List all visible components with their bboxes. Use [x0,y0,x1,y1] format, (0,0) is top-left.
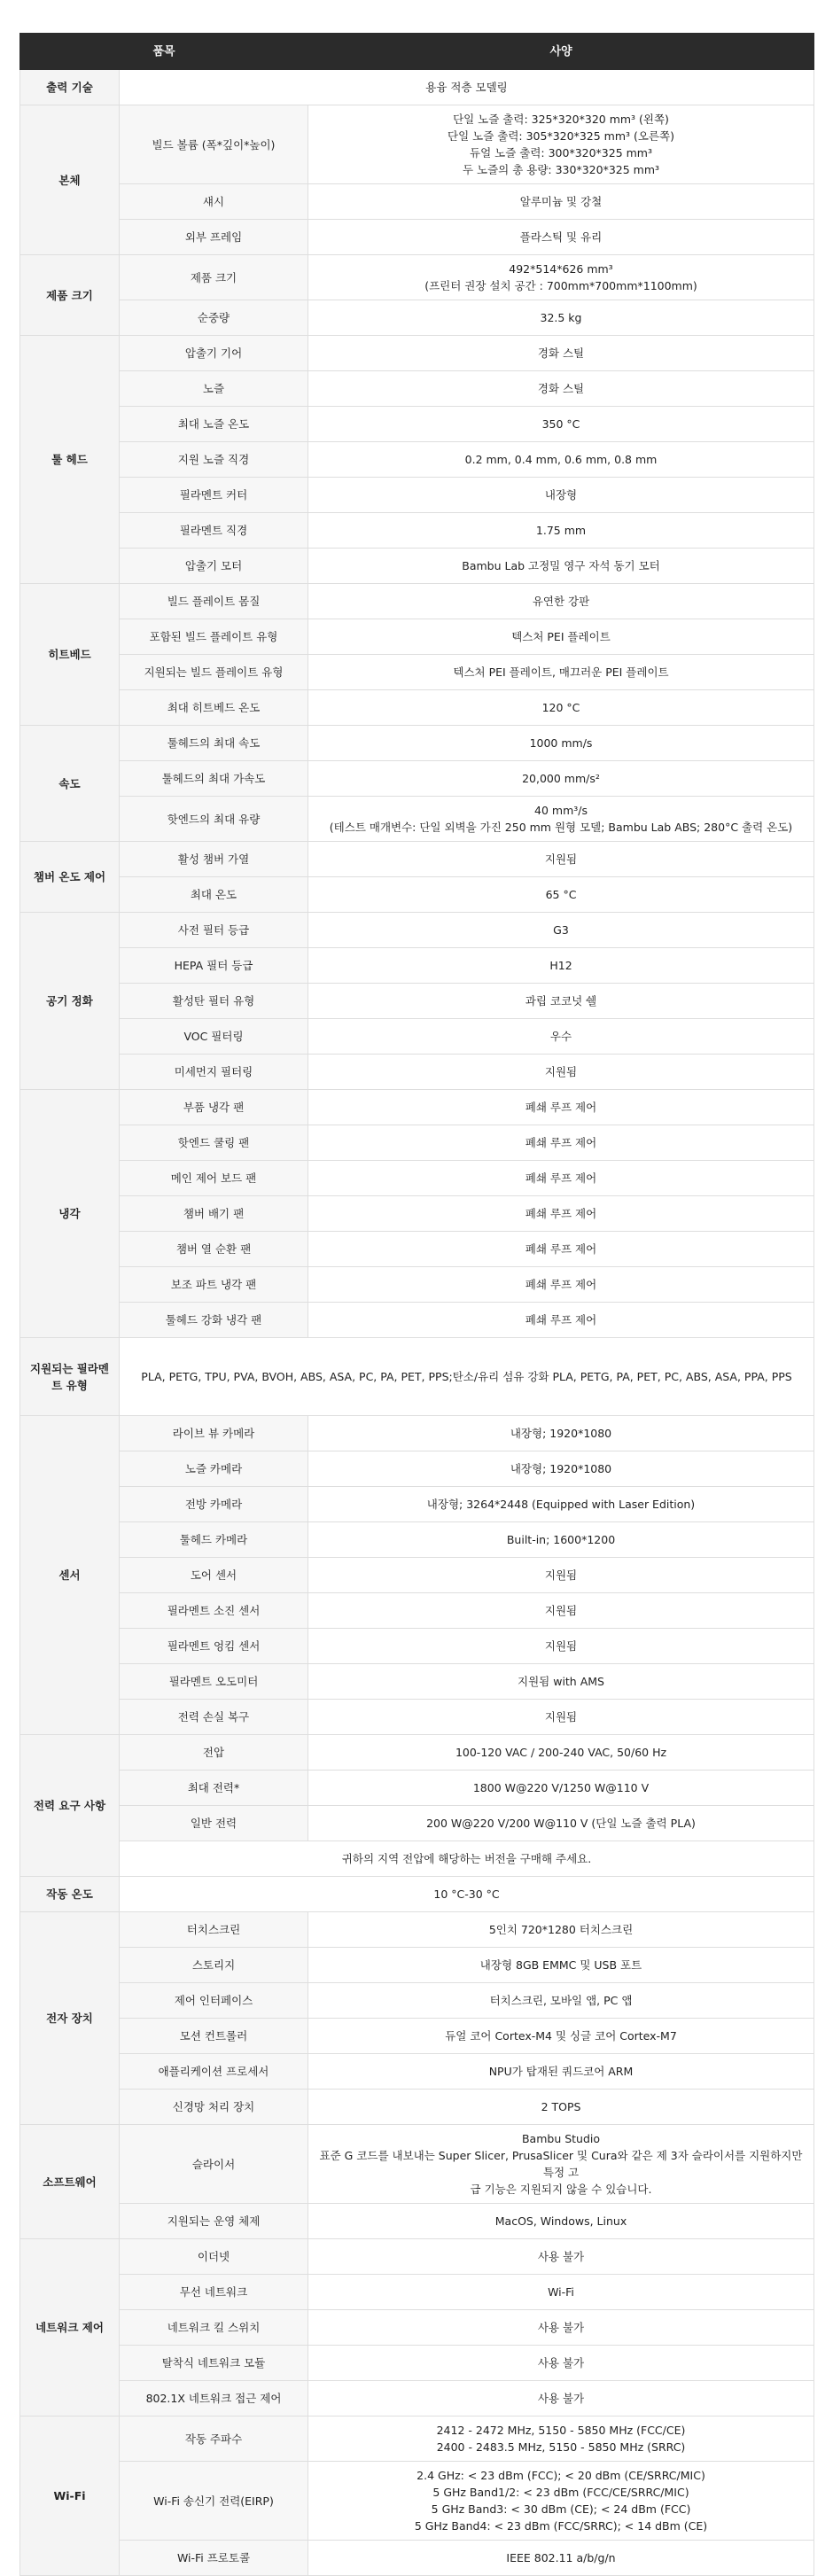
table-row [20,1983,814,2019]
spec-value-line: 텍스처 PEI 플레이트, 매끄러운 PEI 플레이트 [453,665,669,679]
spec-value [308,2054,814,2090]
table-row [20,948,814,984]
spec-value-line: 내장형; 1920*1080 [510,1427,612,1440]
spec-value-line: 듀얼 노즐 출력: 300*320*325 mm³ [470,146,652,160]
table-row [20,984,814,1019]
spec-value-line: 사용 불가 [537,2392,585,2405]
spec-value [308,1125,814,1161]
spec-value-line: 터치스크린, 모바일 앱, PC 앱 [489,1994,633,2007]
spec-label: 지원되는 운영 체제 [120,2204,308,2239]
spec-value-line: 우수 [549,1030,572,1043]
table-row [20,442,814,478]
table-row [20,1877,814,1912]
table-row [20,184,814,220]
spec-value [308,2310,814,2346]
spec-value [308,407,814,442]
spec-value [308,913,814,948]
spec-value-line: 사용 불가 [537,2321,585,2334]
spec-value-line: 듀얼 코어 Cortex-M4 및 싱글 코어 Cortex-M7 [445,2029,677,2043]
spec-value [308,797,814,842]
table-row [20,2090,814,2125]
spec-label: 활성 챔버 가열 [120,842,308,877]
spec-value [308,619,814,655]
spec-value [308,1948,814,1983]
spec-label: 탈착식 네트워크 모듈 [120,2346,308,2381]
spec-label: 필라멘트 엉킴 센서 [120,1629,308,1664]
spec-label: 압출기 모터 [120,549,308,584]
table-row [20,690,814,726]
spec-label: 최대 히트베드 온도 [120,690,308,726]
table-row [20,2239,814,2275]
spec-value [308,2462,814,2541]
spec-value [308,1196,814,1232]
spec-label: 툴헤드의 최대 가속도 [120,761,308,797]
spec-label: VOC 필터링 [120,1019,308,1055]
spec-value-line: 2400 - 2483.5 MHz, 5150 - 5850 MHz (SRRC) [436,2440,686,2454]
spec-value [308,1522,814,1558]
spec-value-line: 표준 G 코드를 내보내는 Super Slicer, PrusaSlicer 및 Cura와 같은 제 3자 슬라이서를 지원하지만 특정 고 [319,2149,803,2179]
spec-value-line: 알루미늄 및 강철 [519,195,603,208]
table-row [20,2125,814,2204]
spec-label: 툴헤드 카메라 [120,1522,308,1558]
spec-label: 사전 필터 등급 [120,913,308,948]
spec-value-line: 내장형; 3264*2448 (Equipped with Laser Edition) [426,1498,696,1511]
spec-value [308,442,814,478]
table-row [20,1090,814,1125]
spec-label: 빌드 볼륨 (폭*깊이*높이) [120,105,308,184]
spec-value [308,1664,814,1700]
spec-label: 미세먼지 필터링 [120,1055,308,1090]
spec-value-line: MacOS, Windows, Linux [494,2214,627,2228]
spec-value-line: 100-120 VAC / 200-240 VAC, 50/60 Hz [455,1746,667,1759]
spec-label: 네트워크 킬 스위치 [120,2310,308,2346]
spec-value [308,984,814,1019]
spec-value-line: 지원됨 [544,852,578,866]
spec-value-line: 폐쇄 루프 제어 [525,1242,597,1256]
table-row [20,105,814,184]
spec-value [308,584,814,619]
spec-label: 부품 냉각 팬 [120,1090,308,1125]
spec-label: 필라멘트 오도미터 [120,1664,308,1700]
table-row [20,797,814,842]
spec-value-line: G3 [553,923,569,937]
spec-value [308,1232,814,1267]
spec-value-line: 지원됨 [544,1639,578,1653]
spec-label: Wi-Fi 프로토콜 [120,2541,308,2576]
spec-value [308,1416,814,1451]
spec-value-line: 플라스틱 및 유리 [519,230,603,244]
spec-value-line: Bambu Studio [521,2132,601,2145]
spec-value [308,2239,814,2275]
category-cell: 챔버 온도 제어 [20,842,120,913]
spec-value-line: (테스트 매개변수: 단일 외벽을 가진 250 mm 원형 모델; Bambu Lab ABS; 280°C 출력 온도) [329,821,793,834]
spec-label: 압출기 기어 [120,336,308,371]
spec-value [308,255,814,300]
spec-value [308,105,814,184]
spec-label: 최대 노즐 온도 [120,407,308,442]
spec-value-line: 폐쇄 루프 제어 [525,1313,597,1327]
spec-label: 지원 노즐 직경 [120,442,308,478]
spec-label: 작동 주파수 [120,2416,308,2462]
spec-value-line: Built-in; 1600*1200 [506,1533,616,1546]
spec-label: 802.1X 네트워크 접근 제어 [120,2381,308,2416]
table-row [20,2462,814,2541]
category-cell: 히트베드 [20,584,120,726]
spec-label: 툴헤드의 최대 속도 [120,726,308,761]
spec-value-line: 두 노즐의 총 용량: 330*320*325 mm³ [462,163,660,176]
table-row [20,913,814,948]
spec-value-line: 2.4 GHz: < 23 dBm (FCC); < 20 dBm (CE/SRRC/MIC) [416,2469,705,2482]
spec-label: 챔버 배기 팬 [120,1196,308,1232]
spec-value [308,2019,814,2054]
spec-label: 라이브 뷰 카메라 [120,1416,308,1451]
table-row [20,2541,814,2576]
table-row [20,1593,814,1629]
spec-value-line: 급 기능은 지원되지 않을 수 있습니다. [470,2183,652,2196]
table-row [20,2416,814,2462]
spec-label: 필라멘트 소진 센서 [120,1593,308,1629]
category-cell: 센서 [20,1416,120,1735]
spec-value [308,2346,814,2381]
spec-label: 일반 전력 [120,1806,308,1841]
spec-label: 필라멘트 커터 [120,478,308,513]
table-row [20,1629,814,1664]
spec-label: 제품 크기 [120,255,308,300]
category-cell: 출력 기술 [20,70,120,105]
table-row [20,1338,814,1416]
spec-value-line: 1800 W@220 V/1250 W@110 V [472,1781,650,1794]
spec-value-line: 사용 불가 [537,2356,585,2370]
spec-value [308,1161,814,1196]
spec-value-line: 유연한 강판 [532,595,590,608]
table-row [20,1487,814,1522]
spec-value [308,1983,814,2019]
spec-value [308,1558,814,1593]
spec-value-line: 단일 노즐 출력: 325*320*320 mm³ (왼쪽) [453,113,669,126]
spec-label: 모션 컨트롤러 [120,2019,308,2054]
spec-value-line: 지원됨 [544,1065,578,1078]
spec-label: Wi-Fi 송신기 전력(EIRP) [120,2462,308,2541]
spec-value-line: 0.2 mm, 0.4 mm, 0.6 mm, 0.8 mm [464,453,658,466]
spec-value-line: 폐쇄 루프 제어 [525,1278,597,1291]
table-row [20,1700,814,1735]
category-cell: Wi-Fi [20,2416,120,2576]
spec-label: 외부 프레임 [120,220,308,255]
spec-label: 포함된 빌드 플레이트 유형 [120,619,308,655]
spec-value-line: Wi-Fi [548,2285,574,2299]
spec-label: 스토리지 [120,1948,308,1983]
spec-value [308,549,814,584]
spec-value-line: 1000 mm/s [529,736,593,750]
spec-value [308,842,814,877]
table-row [20,726,814,761]
spec-full-value: PLA, PETG, TPU, PVA, BVOH, ABS, ASA, PC, PA, PET, PPS;탄소/유리 섬유 강화 PLA, PETG, PA, PET, PC, ABS, ASA, PPA, PPS [120,1338,814,1416]
spec-value [308,2416,814,2462]
spec-label: 섀시 [120,184,308,220]
spec-label: 챔버 열 순환 팬 [120,1232,308,1267]
spec-label: 이더넷 [120,2239,308,2275]
table-row [20,1522,814,1558]
table-row [20,1806,814,1841]
spec-label: 슬라이서 [120,2125,308,2204]
spec-value-line: 폐쇄 루프 제어 [525,1207,597,1220]
table-row [20,2346,814,2381]
spec-label: 전방 카메라 [120,1487,308,1522]
category-cell: 전자 장치 [20,1912,120,2125]
spec-table-body [20,70,814,2576]
table-row [20,584,814,619]
spec-full-value: 10 °C-30 °C [120,1877,814,1912]
spec-value [308,336,814,371]
table-row [20,300,814,336]
category-cell: 툴 헤드 [20,336,120,584]
spec-value [308,1267,814,1303]
table-row [20,1735,814,1771]
category-cell: 제품 크기 [20,255,120,336]
spec-note: 귀하의 지역 전압에 해당하는 버전을 구매해 주세요. [120,1841,814,1877]
table-row [20,619,814,655]
table-row [20,1019,814,1055]
table-row [20,842,814,877]
table-row [20,2204,814,2239]
spec-label: 최대 전력* [120,1771,308,1806]
category-cell: 네트워크 제어 [20,2239,120,2416]
spec-value-line: Bambu Lab 고정밀 영구 자석 동기 모터 [462,559,660,572]
table-row [20,1416,814,1451]
table-row [20,1161,814,1196]
spec-value-line: 경화 스틸 [537,382,585,395]
spec-label: 필라멘트 직경 [120,513,308,549]
table-row [20,2054,814,2090]
spec-value [308,1451,814,1487]
spec-value [308,761,814,797]
spec-value-line: 경화 스틸 [537,346,585,360]
table-row [20,1664,814,1700]
spec-value-line: 폐쇄 루프 제어 [525,1101,597,1114]
table-row [20,1125,814,1161]
spec-value-line: NPU가 탑재된 쿼드코어 ARM [488,2065,634,2078]
spec-value-line: 지원됨 [544,1604,578,1617]
spec-value-line: 2 TOPS [541,2100,581,2113]
spec-value-line: 5 GHz Band3: < 30 dBm (CE); < 24 dBm (FCC) [431,2502,691,2516]
table-row [20,1232,814,1267]
table-header-row [20,34,814,70]
category-cell: 소프트웨어 [20,2125,120,2239]
spec-value [308,371,814,407]
spec-label: 터치스크린 [120,1912,308,1948]
table-row [20,2381,814,2416]
spec-value [308,1593,814,1629]
spec-value [308,1303,814,1338]
spec-value-line: 492*514*626 mm³ [509,262,613,276]
spec-value [308,2204,814,2239]
table-row [20,1912,814,1948]
spec-value [308,877,814,913]
spec-label: 무선 네트워크 [120,2275,308,2310]
table-row [20,1558,814,1593]
spec-value [308,1771,814,1806]
category-cell: 속도 [20,726,120,842]
spec-value [308,1735,814,1771]
spec-value-line: 폐쇄 루프 제어 [525,1171,597,1185]
spec-label: HEPA 필터 등급 [120,948,308,984]
spec-label: 전압 [120,1735,308,1771]
table-row [20,761,814,797]
spec-value [308,1912,814,1948]
spec-value-line: 과립 코코넛 쉘 [525,994,597,1008]
table-row [20,1196,814,1232]
spec-value-line: 200 W@220 V/200 W@110 V (단일 노즐 출력 PLA) [426,1817,696,1830]
spec-label: 빌드 플레이트 몸질 [120,584,308,619]
spec-value-line: 지원됨 [544,1710,578,1724]
spec-value [308,1700,814,1735]
spec-value-line: 40 mm³/s [534,804,588,817]
spec-value-line: 65 °C [545,888,577,901]
spec-value [308,300,814,336]
table-row [20,1267,814,1303]
category-cell: 작동 온도 [20,1877,120,1912]
spec-value-line: 폐쇄 루프 제어 [525,1136,597,1149]
spec-value [308,2381,814,2416]
table-row [20,1771,814,1806]
spec-label: 메인 제어 보드 팬 [120,1161,308,1196]
spec-value [308,220,814,255]
spec-label: 핫엔드 쿨링 팬 [120,1125,308,1161]
table-row [20,549,814,584]
spec-label: 전력 손실 복구 [120,1700,308,1735]
spec-value [308,726,814,761]
spec-value-line: 20,000 mm/s² [522,772,600,785]
spec-label: 활성탄 필터 유형 [120,984,308,1019]
table-row [20,2019,814,2054]
spec-value [308,655,814,690]
spec-value-line: 사용 불가 [537,2250,585,2263]
spec-value-line: 350 °C [541,417,580,431]
spec-value-line: 지원됨 with AMS [518,1675,604,1688]
spec-value [308,513,814,549]
spec-label: 노즐 [120,371,308,407]
spec-value [308,1090,814,1125]
spec-value-line: (프린터 권장 설치 공간 : 700mm*700mm*1100mm) [424,279,697,292]
category-cell: 지원되는 필라멘트 유형 [20,1338,120,1416]
spec-value-line: 5 GHz Band1/2: < 23 dBm (FCC/CE/SRRC/MIC) [432,2486,689,2499]
spec-value-line: H12 [549,959,572,972]
table-row [20,1948,814,1983]
category-cell: 공기 정화 [20,913,120,1090]
spec-label: 지원되는 빌드 플레이트 유형 [120,655,308,690]
spec-value [308,478,814,513]
spec-value-line: 5 GHz Band4: < 23 dBm (FCC/SRRC); < 14 dBm (CE) [414,2519,708,2533]
table-row [20,371,814,407]
spec-value [308,1806,814,1841]
spec-value-line: 텍스처 PEI 플레이트 [511,630,611,643]
spec-label: 최대 온도 [120,877,308,913]
spec-label: 애플리케이션 프로세서 [120,2054,308,2090]
spec-value [308,2125,814,2204]
spec-label: 제어 인터페이스 [120,1983,308,2019]
spec-value-line: 내장형 [544,488,578,502]
spec-value [308,184,814,220]
spec-value-line: 32.5 kg [540,311,582,324]
spec-label: 순중량 [120,300,308,336]
spec-value [308,690,814,726]
spec-label: 신경망 처리 장치 [120,2090,308,2125]
spec-label: 노즐 카메라 [120,1451,308,1487]
spec-value-line: 5인치 720*1280 터치스크린 [488,1923,634,1936]
table-row [20,513,814,549]
spec-table [19,33,814,2576]
spec-value [308,948,814,984]
spec-value [308,1629,814,1664]
spec-value [308,1019,814,1055]
category-cell: 본체 [20,105,120,255]
table-row [20,877,814,913]
spec-label: 툴헤드 강화 냉각 팬 [120,1303,308,1338]
table-row [20,1303,814,1338]
table-row [20,478,814,513]
spec-value-line: 단일 노즐 출력: 305*320*325 mm³ (오른쪽) [448,129,674,143]
spec-full-value: 용융 적층 모델링 [120,70,814,105]
spec-value-line: 내장형 8GB EMMC 및 USB 포트 [479,1958,642,1972]
table-row [20,655,814,690]
spec-value [308,2090,814,2125]
spec-value-line: 내장형; 1920*1080 [510,1462,612,1475]
spec-value [308,1055,814,1090]
spec-label: 핫엔드의 최대 유량 [120,797,308,842]
header-item: 품목 [20,34,308,70]
category-cell: 냉각 [20,1090,120,1338]
table-row [20,70,814,105]
table-row [20,2275,814,2310]
table-row [20,255,814,300]
spec-value [308,2275,814,2310]
spec-label: 보조 파트 냉각 팬 [120,1267,308,1303]
header-spec: 사양 [308,34,814,70]
table-row [20,1055,814,1090]
spec-value-line: 1.75 mm [535,524,587,537]
table-row [20,1841,814,1877]
spec-value-line: 2412 - 2472 MHz, 5150 - 5850 MHz (FCC/CE) [436,2424,686,2437]
category-cell: 전력 요구 사항 [20,1735,120,1877]
spec-label: 도어 센서 [120,1558,308,1593]
spec-value [308,2541,814,2576]
table-row [20,220,814,255]
table-row [20,407,814,442]
spec-value-line: IEEE 802.11 a/b/g/n [506,2551,616,2564]
spec-value-line: 120 °C [541,701,580,714]
spec-value [308,1487,814,1522]
table-row [20,1451,814,1487]
table-row [20,336,814,371]
spec-value-line: 지원됨 [544,1568,578,1582]
table-row [20,2310,814,2346]
